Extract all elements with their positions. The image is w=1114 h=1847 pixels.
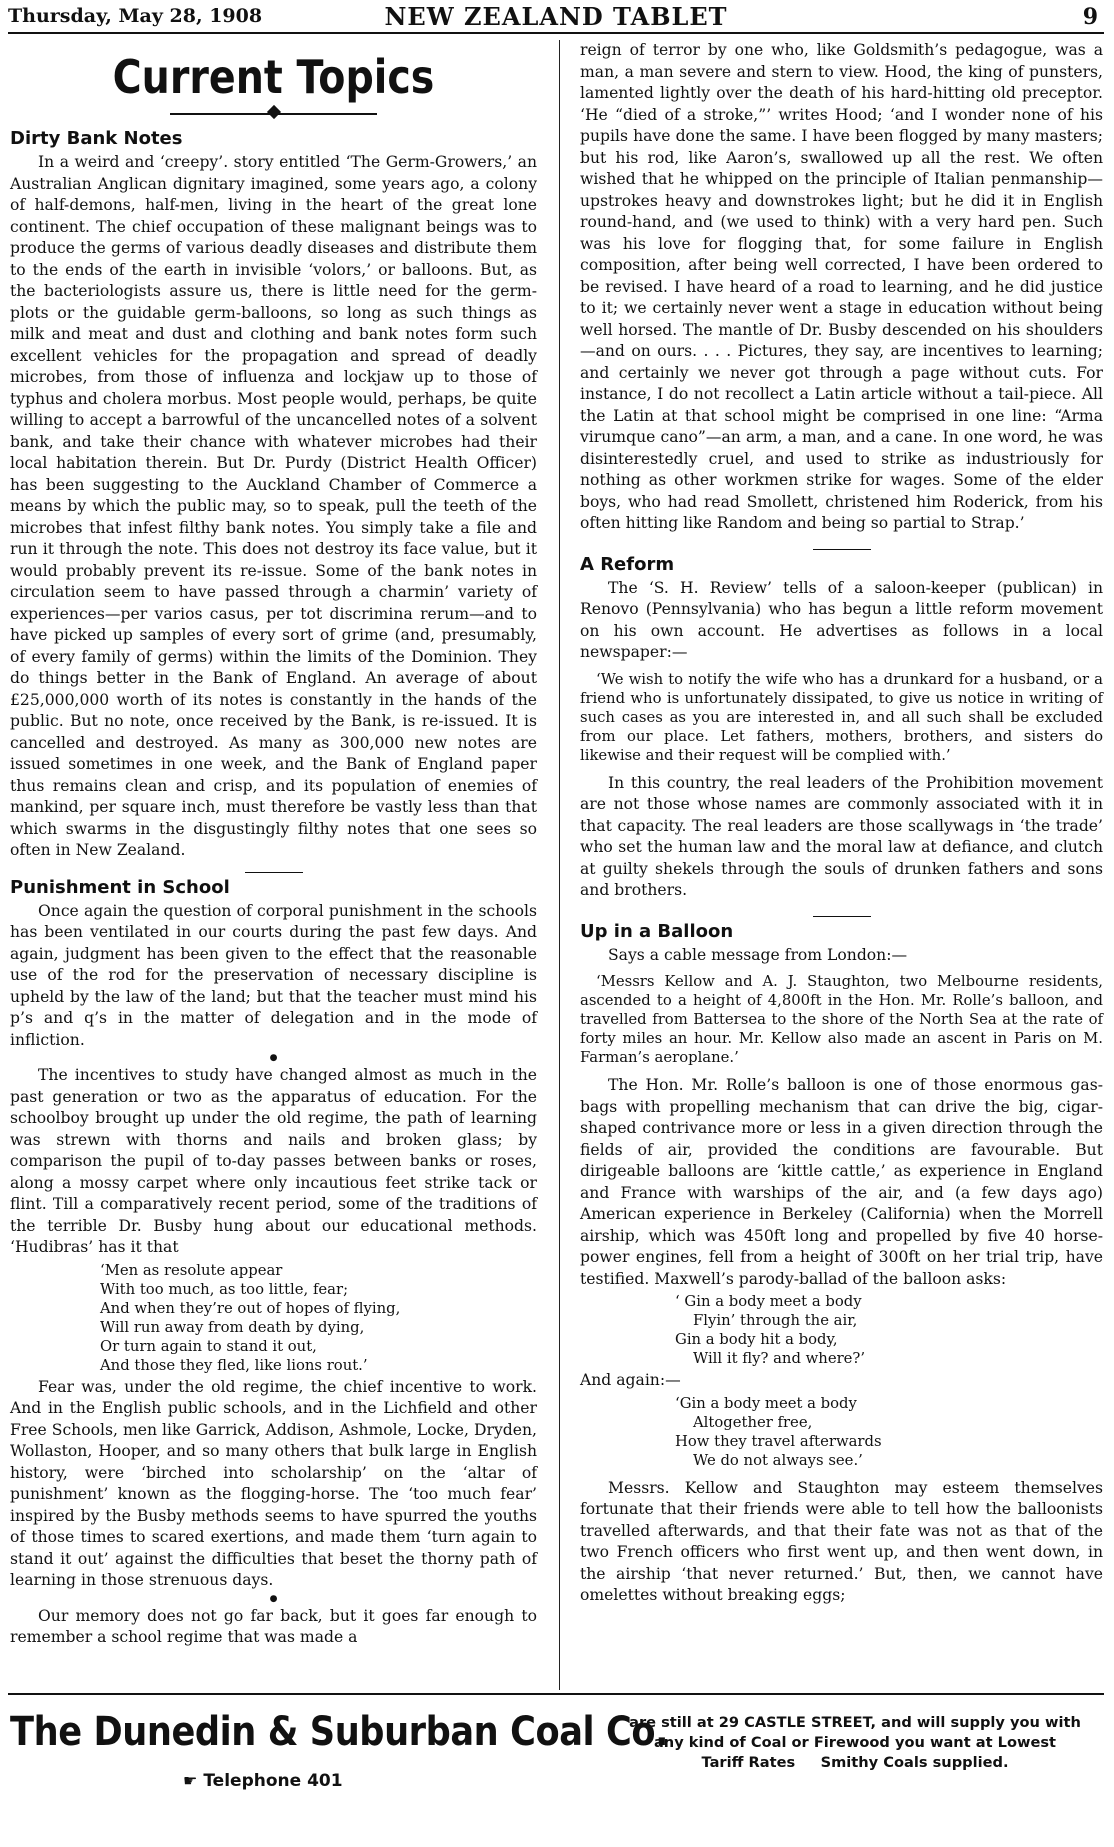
verse-line: ‘ Gin a body meet a body (675, 1293, 862, 1310)
verse-line: And when they’re out of hopes of flying, (100, 1299, 401, 1317)
footer-advertisement (8, 1693, 1104, 1845)
ad-line: Tariff Rates Smithy Coals supplied. (701, 1754, 1009, 1771)
paper-name: NEW ZEALAND TABLET (384, 2, 728, 31)
article-paragraph: The Hon. Mr. Rolle’s balloon is one of those enormous gas-bags with propelling mechanism that can drive the big, cigar-shaped contrivance more or less in a given direction through the fields of air, provided the conditions are favourable. But dirigeable balloons are ‘kittle cattle,’ as experience in England and France with warships of the air, and (a few days ago) American experience in Berkeley (California) when the Morrell airship, which was 450ft long and propelled by five 40 horse-power engines, fell from a height of 300ft on her trial trip, have testified. Maxwell’s parody-ballad of the balloon asks: (580, 1076, 1103, 1288)
section-heading-up-in-a-balloon: Up in a Balloon (580, 920, 734, 942)
diamond-ornament-icon (266, 105, 280, 119)
article-paragraph: Our memory does not go far back, but it goes far enough to remember a school regime that was made a (10, 1606, 537, 1646)
dot-separator-icon: ● (269, 1593, 278, 1604)
verse-balloon-2 (675, 1394, 1103, 1470)
verse-balloon-1 (675, 1292, 1103, 1368)
verse-line: How they travel afterwards (675, 1432, 882, 1450)
block-quote: ‘We wish to notify the wife who has a drunkard for a husband, or a friend who is unfortunately dissipated, to give us notice in writing of such cases as you are interested in, and all such shall be excluded from our place. Let fathers, mothers, brothers, and sisters do likewise and their request will be complied with.’ (580, 670, 1103, 764)
telephone (183, 1771, 343, 1791)
section-separator (813, 916, 871, 917)
article-paragraph: In a weird and ‘creepy’. story entitled ‘The Germ-Growers,’ an Australian Anglican dignitary imagined, some years ago, a colony of half-demons, half-men, living in the heart of the great lone continent. The chief occupation of these malignant beings was to produce the germs of various deadly diseases and distribute them to the ends of the earth in invisible ‘volors,’ or balloons. But, as the bacteriologists assure us, there is little need for the germ-plots or the guidable germ-balloons, so long as such things as milk and meat and dust and clothing and bank notes form such excellent vehicles for the propagation and spread of deadly microbes, from those of influenza and lockjaw up to those of typhus and cholera morbus. Most people would, perhaps, be quite willing to accept a barrowful of the uncancelled notes of a solvent bank, and take their chance with whatever microbes had their local habitation therein. But Dr. Purdy (District Health Officer) has been suggesting to the Auckland Chamber of Commerce a means by which the public may, so to speak, pull the teeth of the microbes that infest filthy bank notes. You simply take a file and run it through the note. This does not destroy its face value, but it would probably prevent its re-issue. Some of the bank notes in circulation seem to have passed through a charmin’ variety of experiences—per varios casus, per tot discrimina rerum—and to have picked up samples of every sort of grime (and, presumably, of every family of germs) within the limits of the Dominion. They do things better in the Bank of England. An average of about £25,000,000 worth of its notes is constantly in the hands of the public. But no note, once received by the Bank, is re-issued. It is cancelled and destroyed. As many as 300,000 new notes are issued sometimes in one week, and the Bank of England paper thus remains clean and crisp, and its population of enemies of mankind, per square inch, must therefore be vastly less than that which swarms in the disgustingly filthy notes that one sees so often in New Zealand. (10, 153, 537, 859)
title-ornament (10, 104, 537, 124)
verse-line: Or turn again to stand it out, (100, 1337, 317, 1355)
article-paragraph: Once again the question of corporal punishment in the schools has been ventilated in our courts during the past few days. And again, judgment has been given to the effect that the reasonable use of the rod for the preservation of necessary discipline is upheld by the law of the land; but that the teacher must mind his p’s and q’s in the matter of delegation and in the mode of infliction. (10, 901, 537, 1049)
article-paragraph: Says a cable message from London:— (608, 945, 908, 964)
article-paragraph-continued: reign of terror by one who, like Goldsmith’s pedagogue, was a man, a man severe and stern to view. Hood, the king of punsters, lamented lightly over the death of his hard-hitting old preceptor. ‘He “died of a stroke,”’ writes Hood; ‘and I wonder none of his pupils have done the same. I have been flogged by many masters; but his rod, like Aaron’s, swallowed up all the rest. We often wished that he whipped on the principle of Italian penmanship—upstrokes heavy and downstrokes light; but he did it in English round-hand, and (we used to think) with a very hard pen. Such was his love for flogging that, for some failure in English composition, after being well corrected, I have been ordered to be revised. I have heard of a road to learning, and he did justice to it; we certainly never went a stage in education without being well horsed. The mantle of Dr. Busby descended on his shoulders—and on ours. . . . Pictures, they say, are incentives to learning; and certainly we never got through a page without cuts. For instance, I do not recollect a Latin article without a tail-piece. All the Latin at that school might be comprised in one line: “Arma virumque cano”—an arm, a man, and a cane. In one word, he was disinterestedly cruel, and used to strike as industriously for nothing as other workmen strike for wages. Some of the elder boys, who had read Smollett, christened him Roderick, from his often hitting like Random and being so partial to Strap.’ (580, 41, 1103, 532)
article-paragraph: The ‘S. H. Review’ tells of a saloon-keeper (publican) in Renovo (Pennsylvania) who has begun a little reform movement on his own account. He advertises as follows in a local newspaper:— (580, 578, 1103, 661)
verse-intro: And again:— (580, 1371, 681, 1389)
verse-line: ‘Gin a body meet a body (675, 1394, 857, 1412)
pointing-hand-icon: ☛ (183, 1771, 198, 1790)
article-paragraph: Fear was, under the old regime, the chief incentive to work. And in the English public schools, and in the Lichfield and other Free Schools, men like Garrick, Addison, Ashmole, Locke, Dryden, Wollaston, Hooper, and so many others that bulk large in English history, were ‘birched into scholarship’ on the ‘altar of punishment’ known as the flogging-horse. The ‘too much fear’ inspired by the Busby methods seems to have spurred the youths of those times to scared exertions, and made them ‘turn again to stand it out’ against the difficulties that beset the thorny path of learning in those strenuous days. (10, 1377, 537, 1589)
article-paragraph: The incentives to study have changed almost as much in the past generation or two as the apparatus of education. For the schoolboy brought up under the old regime, the path of learning was strewn with thorns and nails and broken glass; by comparison the pupil of to-day passes between banks or roses, along a mossy carpet where only incautious feet strike tack or flint. Till a comparatively recent period, some of the traditions of the terrible Dr. Busby hung about our educational methods. ‘Hudibras’ has it that (10, 1066, 537, 1256)
page-number: 9 (1082, 4, 1098, 30)
section-separator (245, 872, 303, 873)
ad-line: any kind of Coal or Firewood you want at Lowest (653, 1734, 1057, 1751)
article-paragraph: Messrs. Kellow and Staughton may esteem themselves fortunate that their friends were able to tell how the balloonists travelled afterwards, and that their fate was not as that of the two French officers who first went up, and then went down, in the airship ‘that never returned.’ But, then, we cannot have omelettes without breaking eggs; (580, 1478, 1103, 1604)
verse-line: With too much, as too little, fear; (100, 1280, 349, 1298)
column-rule (559, 40, 560, 1690)
verse-line: Flyin’ through the air, (693, 1312, 858, 1329)
verse-line: Altogether free, (693, 1413, 813, 1431)
section-heading-dirty-bank-notes: Dirty Bank Notes (10, 128, 183, 149)
left-column (10, 40, 537, 1649)
page-title: Current Topics (112, 50, 435, 104)
verse-line: Will run away from death by dying, (100, 1318, 365, 1336)
company-name: The Dunedin & Suburban Coal Co. (10, 1709, 669, 1755)
masthead (8, 2, 1104, 34)
issue-date: Thursday, May 28, 1908 (8, 5, 263, 27)
verse-line: Will it fly? and where?’ (693, 1350, 866, 1367)
article-paragraph: In this country, the real leaders of the Prohibition movement are not those whose names are commonly associated with it in that capacity. The real leaders are those scallywags in ‘the trade’ who set the human law and the moral law at defiance, and clutch at guilty shekels through the souls of drunken fathers and sons and brothers. (580, 773, 1103, 899)
advertisement-text (606, 1713, 1104, 1773)
ad-line: are still at 29 CASTLE STREET, and will supply you with (629, 1714, 1081, 1731)
section-separator (813, 549, 871, 550)
verse-hudibras (100, 1261, 537, 1375)
verse-line: ‘Men as resolute appear (100, 1261, 283, 1279)
right-column (580, 40, 1103, 1607)
verse-line: And those they fled, like lions rout.’ (100, 1356, 368, 1374)
section-heading-a-reform: A Reform (580, 553, 675, 575)
verse-line: We do not always see.’ (693, 1451, 863, 1469)
block-quote: ‘Messrs Kellow and A. J. Staughton, two Melbourne residents, ascended to a height of 4,800ft in the Hon. Mr. Rolle’s balloon, and travelled from Battersea to the shore of the North Sea at the rate of forty miles an hour. Mr. Kellow also made an ascent in Paris on M. Farman’s aeroplane.’ (580, 973, 1103, 1066)
section-heading-punishment-in-school: Punishment in School (10, 876, 230, 898)
telephone-text: Telephone 401 (203, 1771, 343, 1791)
dot-separator-icon: ● (269, 1053, 278, 1063)
verse-line: Gin a body hit a body, (675, 1331, 838, 1348)
